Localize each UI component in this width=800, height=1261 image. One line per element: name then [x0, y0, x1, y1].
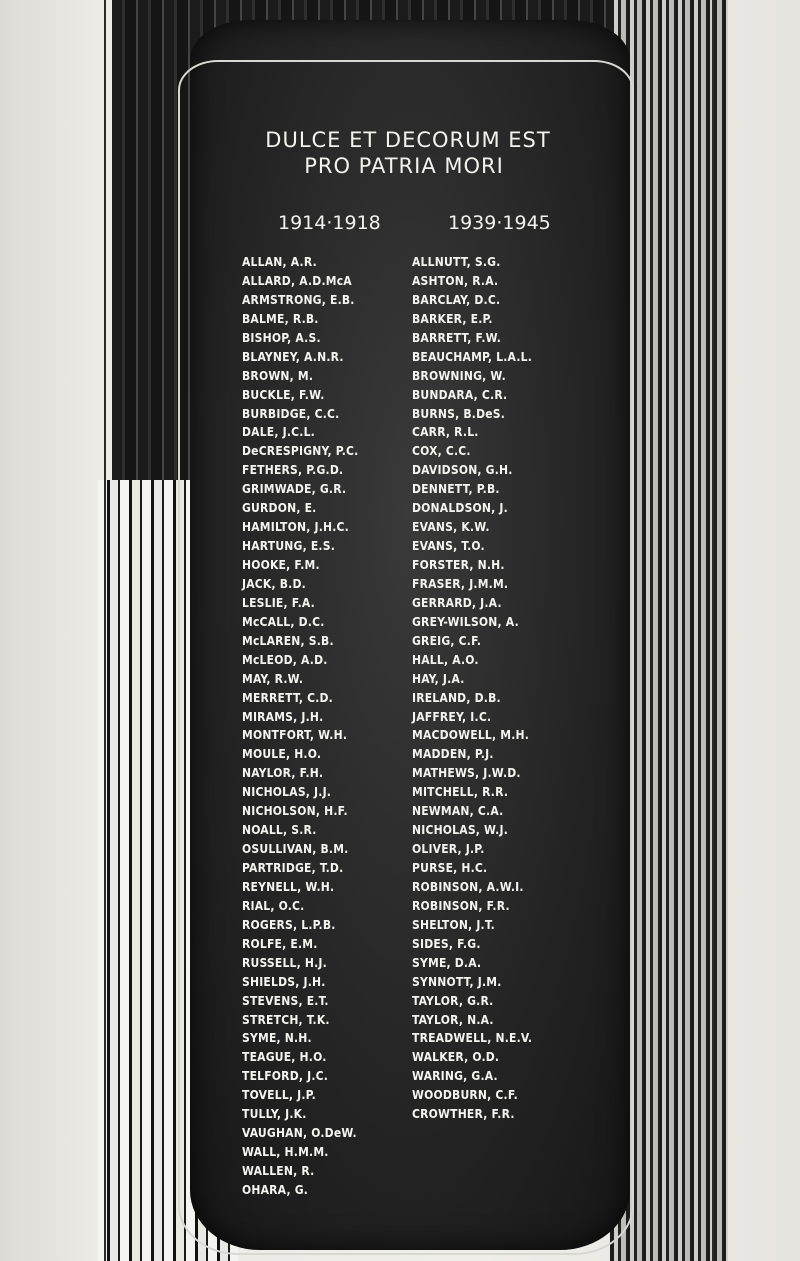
name-entry-ww2: HAY, J.A.	[412, 671, 465, 686]
name-entry-ww2: BROWNING, W.	[412, 368, 506, 383]
name-entry-ww2: COX, C.C.	[412, 444, 471, 459]
name-entry-ww1: MERRETT, C.D.	[242, 690, 333, 705]
name-entry-ww1: STRETCH, T.K.	[242, 1012, 330, 1027]
name-entry-ww1: McLEOD, A.D.	[242, 652, 328, 667]
name-entry-ww1: VAUGHAN, O.DeW.	[242, 1126, 357, 1141]
name-entry-ww1: RUSSELL, H.J.	[242, 955, 327, 970]
name-entry-ww2: BARKER, E.P.	[412, 311, 493, 326]
name-entry-ww2: BUNDARA, C.R.	[412, 387, 508, 402]
name-entry-ww1: RIAL, O.C.	[242, 898, 305, 913]
column-heading-ww2: 1939·1945	[448, 212, 551, 234]
name-entry-ww2: JAFFREY, I.C.	[412, 709, 492, 724]
name-entry-ww2: SIDES, F.G.	[412, 936, 481, 951]
name-entry-ww1: TELFORD, J.C.	[242, 1069, 329, 1084]
name-entry-ww2: EVANS, T.O.	[412, 539, 485, 554]
name-entry-ww1: ALLAN, A.R.	[242, 255, 317, 269]
name-entry-ww1: NAYLOR, F.H.	[242, 766, 324, 781]
name-entry-ww1: NICHOLSON, H.F.	[242, 804, 348, 819]
name-entry-ww2: GERRARD, J.A.	[412, 595, 502, 610]
name-entry-ww2: GREIG, C.F.	[412, 633, 482, 648]
name-entry-ww1: OSULLIVAN, B.M.	[242, 842, 349, 857]
name-entry-ww1: MIRAMS, J.H.	[242, 709, 324, 724]
name-entry-ww2: ROBINSON, A.W.I.	[412, 879, 524, 894]
name-entry-ww2: DONALDSON, J.	[412, 501, 508, 516]
name-entry-ww1: NOALL, S.R.	[242, 823, 317, 838]
name-entry-ww2: ASHTON, R.A.	[412, 273, 499, 288]
name-entry-ww2: WARING, G.A.	[412, 1069, 498, 1084]
name-entry-ww2: ALLNUTT, S.G.	[412, 255, 501, 269]
name-entry-ww1: McCALL, D.C.	[242, 614, 325, 629]
name-entry-ww1: HARTUNG, E.S.	[242, 539, 336, 554]
name-entry-ww1: BLAYNEY, A.N.R.	[242, 349, 344, 364]
name-entry-ww1: BROWN, M.	[242, 368, 314, 383]
name-entry-ww2: MADDEN, P.J.	[412, 747, 494, 762]
name-entry-ww1: PARTRIDGE, T.D.	[242, 861, 344, 875]
name-entry-ww2: NEWMAN, C.A.	[412, 804, 504, 819]
honour-roll-ww2	[412, 253, 532, 1124]
name-entry-ww1: ALLARD, A.D.McA	[242, 273, 352, 288]
name-entry-ww2: CROWTHER, F.R.	[412, 1107, 515, 1122]
name-entry-ww1: MONTFORT, W.H.	[242, 728, 348, 743]
name-entry-ww2: MITCHELL, R.R.	[412, 785, 509, 800]
name-entry-ww2: FORSTER, N.H.	[412, 558, 505, 572]
frame-line-right	[712, 0, 714, 1261]
name-entry-ww1: BUCKLE, F.W.	[242, 387, 325, 402]
name-entry-ww2: EVANS, K.W.	[412, 520, 490, 535]
name-entry-ww2: WOODBURN, C.F.	[412, 1088, 518, 1103]
motto-line-2: PRO PATRIA MORI	[304, 154, 504, 178]
name-entry-ww1: WALLEN, R.	[242, 1164, 315, 1178]
name-entry-ww1: BISHOP, A.S.	[242, 330, 321, 345]
name-entry-ww2: SHELTON, J.T.	[412, 917, 495, 932]
name-entry-ww2: CARR, R.L.	[412, 425, 479, 440]
name-entry-ww2: TAYLOR, G.R.	[412, 993, 494, 1008]
name-entry-ww1: FETHERS, P.G.D.	[242, 463, 344, 478]
name-entry-ww1: JACK, B.D.	[242, 576, 306, 591]
frame-line-left	[104, 0, 106, 1261]
name-entry-ww1: TULLY, J.K.	[242, 1107, 307, 1122]
name-entry-ww2: TREADWELL, N.E.V.	[412, 1031, 533, 1046]
name-entry-ww2: DENNETT, P.B.	[412, 482, 500, 497]
motto-line-1: DULCE ET DECORUM EST	[265, 128, 551, 152]
name-entry-ww1: WALL, H.M.M.	[242, 1145, 329, 1160]
name-entry-ww1: REYNELL, W.H.	[242, 879, 335, 894]
name-entry-ww1: ARMSTRONG, E.B.	[242, 292, 355, 307]
name-entry-ww1: SHIELDS, J.H.	[242, 974, 326, 989]
name-entry-ww1: ROLFE, E.M.	[242, 936, 318, 951]
name-entry-ww2: FRASER, J.M.M.	[412, 576, 509, 591]
honour-roll-ww1	[242, 253, 358, 1200]
name-entry-ww2: BURNS, B.DeS.	[412, 406, 506, 421]
name-entry-ww2: PURSE, H.C.	[412, 861, 488, 875]
name-entry-ww1: HAMILTON, J.H.C.	[242, 520, 349, 535]
name-entry-ww1: STEVENS, E.T.	[242, 993, 329, 1008]
name-entry-ww2: HALL, A.O.	[412, 652, 479, 667]
name-entry-ww1: MOULE, H.O.	[242, 747, 322, 762]
name-entry-ww1: DeCRESPIGNY, P.C.	[242, 444, 359, 459]
name-entry-ww2: SYME, D.A.	[412, 955, 482, 970]
name-entry-ww1: SYME, N.H.	[242, 1031, 312, 1046]
name-entry-ww2: IRELAND, D.B.	[412, 690, 501, 705]
name-entry-ww2: MATHEWS, J.W.D.	[412, 766, 521, 781]
name-entry-ww2: WALKER, O.D.	[412, 1050, 500, 1065]
name-entry-ww2: NICHOLAS, W.J.	[412, 823, 508, 838]
name-entry-ww1: ROGERS, L.P.B.	[242, 917, 336, 932]
name-entry-ww2: OLIVER, J.P.	[412, 842, 485, 857]
name-entry-ww1: GURDON, E.	[242, 501, 317, 516]
name-entry-ww1: TOVELL, J.P.	[242, 1088, 316, 1103]
name-entry-ww1: GRIMWADE, G.R.	[242, 482, 347, 497]
name-entry-ww2: ROBINSON, F.R.	[412, 898, 510, 913]
name-entry-ww1: OHARA, G.	[242, 1182, 309, 1197]
name-entry-ww2: GREY-WILSON, A.	[412, 614, 519, 629]
name-entry-ww1: TEAGUE, H.O.	[242, 1050, 327, 1065]
name-entry-ww2: TAYLOR, N.A.	[412, 1012, 494, 1027]
name-entry-ww1: DALE, J.C.L.	[242, 425, 315, 440]
name-entry-ww1: MAY, R.W.	[242, 671, 304, 686]
name-entry-ww2: SYNNOTT, J.M.	[412, 974, 502, 989]
column-heading-ww1: 1914·1918	[278, 212, 381, 234]
name-entry-ww1: BALME, R.B.	[242, 311, 319, 326]
name-entry-ww1: HOOKE, F.M.	[242, 558, 320, 572]
name-entry-ww2: DAVIDSON, G.H.	[412, 463, 513, 478]
name-entry-ww2: MACDOWELL, M.H.	[412, 728, 530, 743]
name-entry-ww1: NICHOLAS, J.J.	[242, 785, 332, 800]
name-entry-ww1: BURBIDGE, C.C.	[242, 406, 340, 421]
name-entry-ww2: BARRETT, F.W.	[412, 330, 502, 345]
name-entry-ww1: McLAREN, S.B.	[242, 633, 334, 648]
name-entry-ww1: LESLIE, F.A.	[242, 595, 315, 610]
name-entry-ww2: BARCLAY, D.C.	[412, 292, 501, 307]
name-entry-ww2: BEAUCHAMP, L.A.L.	[412, 349, 533, 364]
